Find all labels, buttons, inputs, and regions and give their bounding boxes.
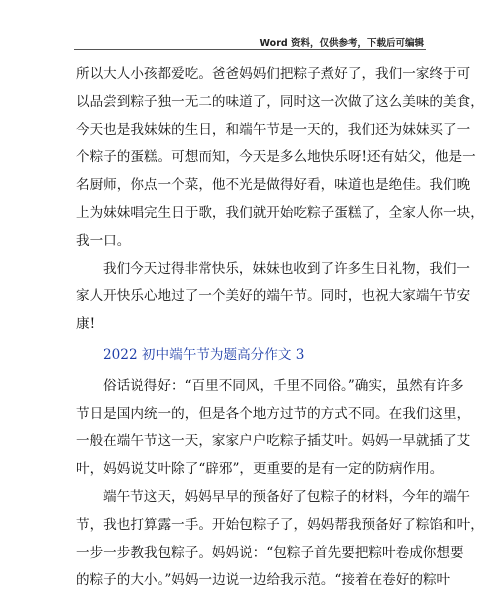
- text-line: 俗话说得好：“百里不同风，千里不同俗。”确实，虽然有许多: [103, 377, 464, 394]
- text-line: 节日是国内统一的，但是各个地方过节的方式不同。在我们这里，: [76, 405, 471, 422]
- text-line: 节，我也打算露一手。开始包粽子了，妈妈帮我预备好了粽馅和叶，: [76, 516, 484, 533]
- text-line: 家人开快乐心地过了一个美好的端午节。同时，也祝大家端午节安: [76, 288, 471, 305]
- text-line: 一般在端午节这一天，家家户户吃粽子插艾叶。妈妈一早就插了艾: [76, 433, 471, 450]
- text-line: 康!: [76, 316, 96, 333]
- paragraph: [76, 484, 484, 595]
- text-line: 以品尝到粽子独一无二的味道了，同时这一次做了这么美味的美食，: [76, 93, 484, 110]
- text-line: 今天也是我妹妹的生日，和端午节是一天的，我们还为妹妹买了一: [76, 121, 471, 138]
- text-line: 叶，妈妈说艾叶除了“辟邪”，更重要的是有一定的防病作用。: [76, 461, 444, 478]
- text-line: 的粽子的大小。”妈妈一边说一边给我示范。“接着在卷好的粽叶: [76, 572, 451, 589]
- text-line: 名厨师，你点一个菜，他不光是做得好看，味道也是绝佳。我们晚: [76, 177, 471, 194]
- document-body: [76, 61, 484, 595]
- section-heading: 2022 初中端午节为题高分作文 3: [103, 346, 305, 363]
- text-line: 所以大人小孩都爱吃。爸爸妈妈们把粽子煮好了，我们一家终于可: [76, 66, 471, 82]
- page-header: [0, 0, 500, 50]
- header-note: Word 资料，仅供参考，下载后可编辑: [259, 38, 424, 49]
- text-line: 我们今天过得非常快乐，妹妹也收到了许多生日礼物，我们一: [103, 260, 471, 277]
- text-line: 一步一步教我包粽子。妈妈说：“包粽子首先要把粽叶卷成你想要: [76, 544, 464, 561]
- text-line: 个粽子的蛋糕。可想而知，今天是多么地快乐呀!还有姑父，他是一: [76, 149, 476, 166]
- text-line: 端午节这天，妈妈早早的预备好了包粽子的材料，今年的端午: [103, 488, 471, 505]
- paragraph: [76, 256, 471, 339]
- header-divider: [74, 49, 426, 50]
- text-line: 我一口。: [76, 232, 131, 249]
- paragraph: [76, 373, 471, 484]
- paragraph: [76, 61, 484, 256]
- text-line: 上为妹妹唱完生日于歌，我们就开始吃粽子蛋糕了，全家人你一块，: [76, 204, 484, 221]
